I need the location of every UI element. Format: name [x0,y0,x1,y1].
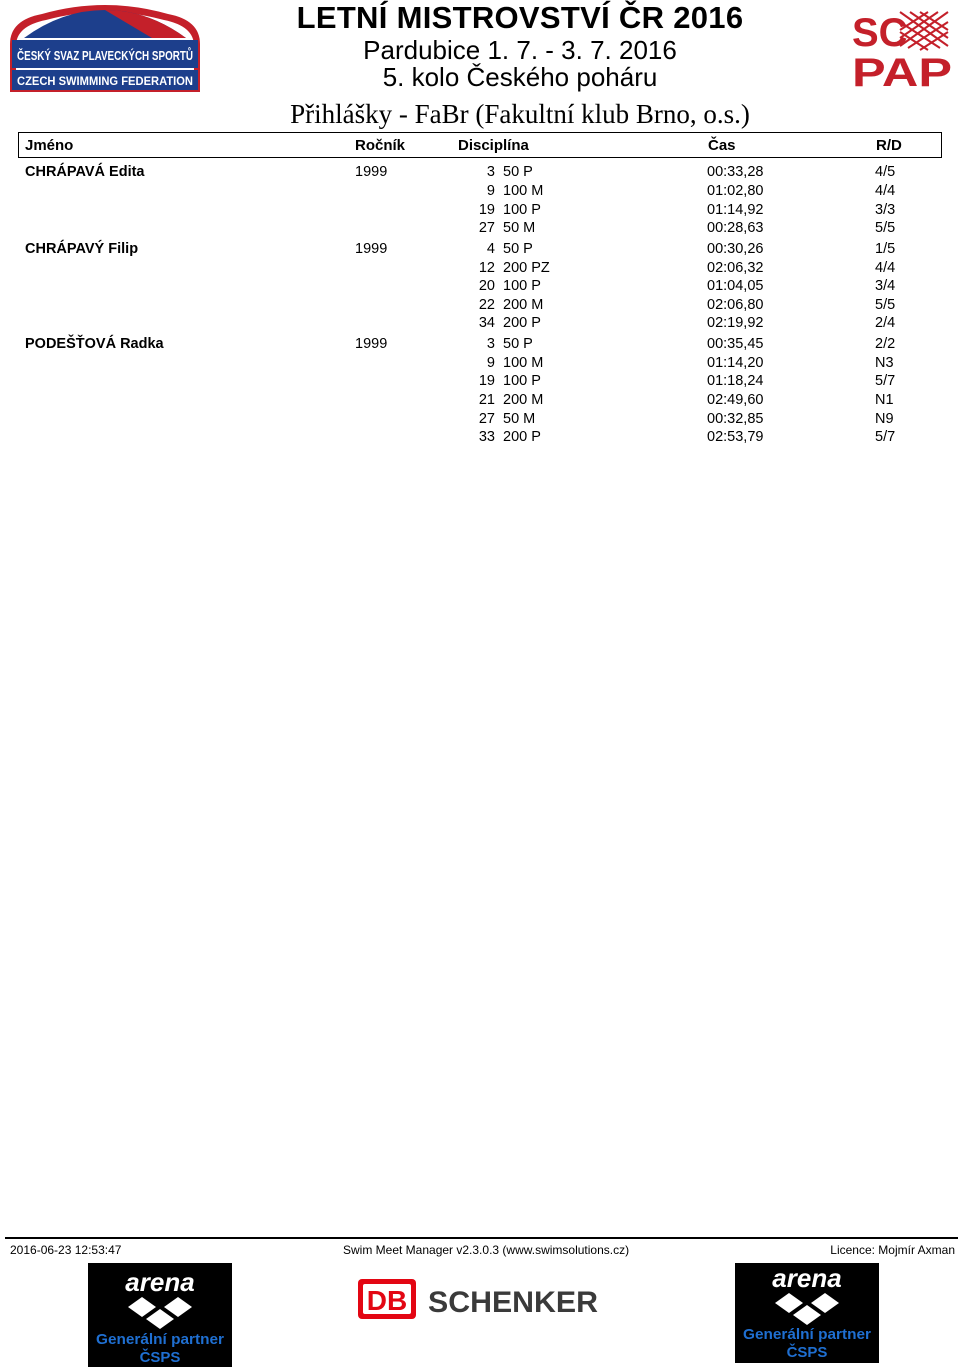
event-number: 33 [478,429,495,445]
event-dates: Pardubice 1. 7. - 3. 7. 2016 [363,35,677,65]
event-number: 4 [486,241,495,257]
logo-right-line2: PAP [852,51,952,95]
db-wordmark: DB [366,1285,408,1316]
partner-line1: Generální partner [96,1331,225,1348]
event-number: 27 [478,220,495,236]
heat-lane: 5/7 [875,373,896,389]
swimmer-name: CHRÁPAVÝ Filip [25,241,139,257]
entry-time: 00:33,28 [707,164,764,180]
heat-lane: 5/5 [875,297,896,313]
event-number: 3 [486,336,495,352]
event-number: 19 [478,202,495,218]
footer-licence: Licence: Mojmír Axman [830,1243,955,1257]
heat-lane: 4/4 [875,260,896,276]
table-row [0,241,960,260]
table-row [0,315,960,334]
table-row [0,202,960,221]
entry-time: 01:18,24 [707,373,764,389]
event-number: 20 [478,278,495,294]
heat-lane: N3 [875,355,894,371]
discipline: 200 M [503,392,544,408]
table-row [0,355,960,374]
table-row [0,297,960,316]
partner-line2: ČSPS [786,1344,828,1361]
heat-lane: 4/4 [875,183,896,199]
discipline: 200 M [503,297,544,313]
heat-lane: 3/4 [875,278,896,294]
heat-lane: N1 [875,392,894,408]
discipline: 50 P [503,241,533,257]
footer-timestamp: 2016-06-23 12:53:47 [10,1243,122,1257]
entry-time: 01:14,92 [707,202,764,218]
table-row [0,183,960,202]
entry-time: 00:30,26 [707,241,764,257]
discipline: 100 P [503,202,541,218]
entry-time: 00:28,63 [707,220,764,236]
event-number: 27 [478,411,495,427]
page-title: LETNÍ MISTROVSTVÍ ČR 2016 [296,0,744,35]
event-number: 22 [478,297,495,313]
event-number: 9 [486,183,495,199]
heat-lane: 4/5 [875,164,896,180]
heat-lane: 2/2 [875,336,896,352]
discipline: 200 PZ [503,260,550,276]
arena-sponsor-logo [735,1263,879,1363]
discipline: 50 M [503,220,536,236]
heat-lane: N9 [875,411,894,427]
table-row [0,278,960,297]
heat-lane: 1/5 [875,241,896,257]
birth-year: 1999 [355,336,388,352]
entry-time: 02:06,32 [707,260,764,276]
entry-time: 01:02,80 [707,183,764,199]
footer-software: Swim Meet Manager v2.3.0.3 (www.swimsolutions.cz) [343,1243,630,1257]
footer-divider [5,1237,958,1239]
event-number: 34 [478,315,495,331]
partner-line1: Generální partner [743,1326,872,1343]
discipline: 100 M [503,355,544,371]
table-row [0,411,960,430]
logo-left-line1: ČESKÝ SVAZ PLAVECKÝCH SPORTŮ [17,48,250,63]
heat-lane: 3/3 [875,202,896,218]
table-row [0,220,960,239]
column-header-rd: R/D [876,137,902,154]
table-row [0,392,960,411]
logo-left-line2: CZECH SWIMMING FEDERATION [17,74,193,88]
event-round: 5. kolo Českého poháru [382,62,658,92]
column-header-discipline: Disciplína [458,137,529,154]
event-number: 9 [486,355,495,371]
arena-wordmark: arena [772,1263,842,1293]
table-row [0,429,960,448]
partner-line2: ČSPS [139,1349,181,1366]
entry-time: 02:53,79 [707,429,764,445]
table-row [0,260,960,279]
schenker-wordmark: SCHENKER [428,1286,599,1319]
table-row [0,164,960,183]
discipline: 50 P [503,164,533,180]
discipline: 200 P [503,315,541,331]
event-number: 19 [478,373,495,389]
db-schenker-logo [356,1276,601,1322]
discipline: 100 M [503,183,544,199]
event-number: 21 [478,392,495,408]
discipline: 50 P [503,336,533,352]
entry-time: 02:19,92 [707,315,764,331]
column-header-year: Ročník [355,137,406,154]
birth-year: 1999 [355,241,388,257]
event-number: 3 [486,164,495,180]
entry-time: 02:49,60 [707,392,764,408]
column-header-name: Jméno [25,137,74,154]
entry-time: 02:06,80 [707,297,764,313]
entries-heading: Přihlášky - FaBr (Fakultní klub Brno, o.s.) [290,99,750,129]
logo-right-line1: SC [852,11,908,55]
entry-time: 01:04,05 [707,278,764,294]
discipline: 50 M [503,411,536,427]
swimmer-name: PODEŠŤOVÁ Radka [25,336,164,352]
heat-lane: 5/7 [875,429,896,445]
swimmer-name: CHRÁPAVÁ Edita [25,164,145,180]
entry-time: 00:32,85 [707,411,764,427]
birth-year: 1999 [355,164,388,180]
arena-sponsor-logo [88,1263,232,1367]
heat-lane: 2/4 [875,315,896,331]
entry-time: 01:14,20 [707,355,764,371]
heat-lane: 5/5 [875,220,896,236]
table-row [0,373,960,392]
discipline: 100 P [503,278,541,294]
column-header-time: Čas [708,137,736,154]
entry-time: 00:35,45 [707,336,764,352]
discipline: 100 P [503,373,541,389]
arena-wordmark: arena [125,1267,195,1297]
discipline: 200 P [503,429,541,445]
event-number: 12 [478,260,495,276]
table-row [0,336,960,355]
